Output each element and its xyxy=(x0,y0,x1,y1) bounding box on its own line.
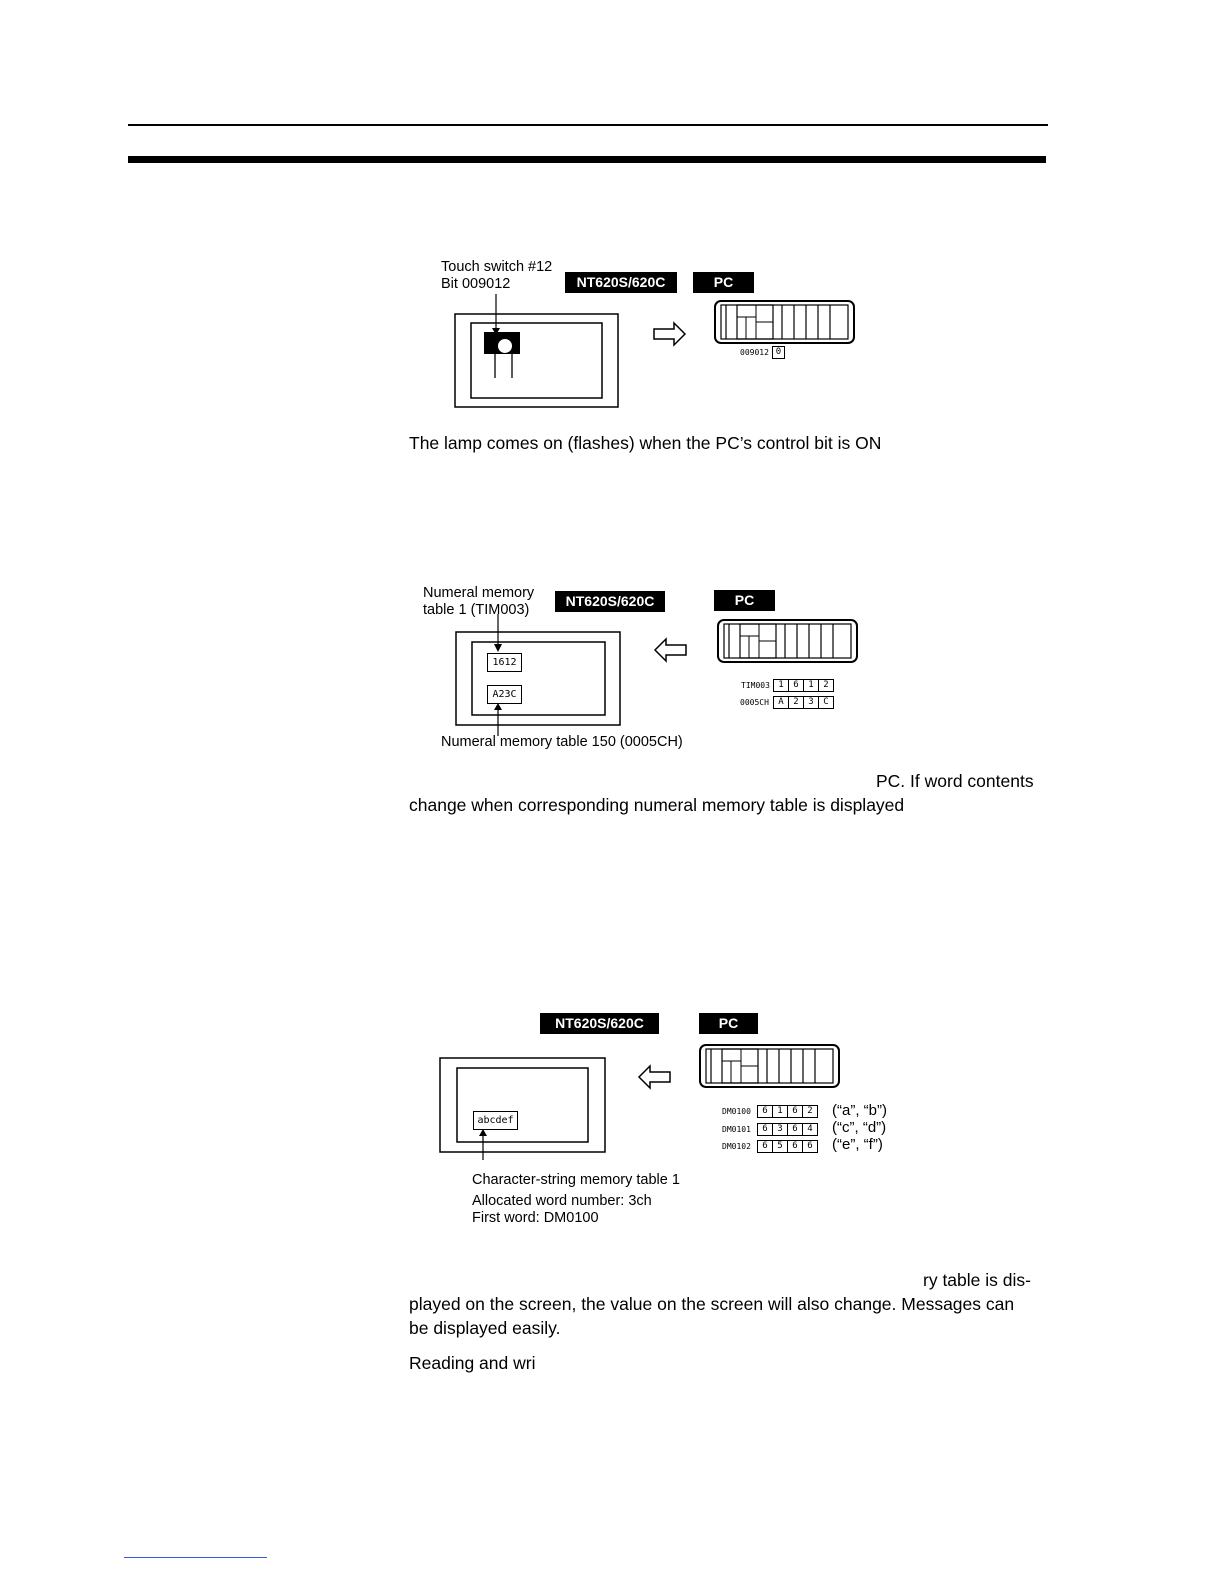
digit-cell: 6 xyxy=(757,1140,773,1153)
digit-cell: 2 xyxy=(819,679,834,692)
numeral-table-label-2: table 1 (TIM003) xyxy=(423,602,530,618)
pc-rack-icon xyxy=(718,620,857,662)
dm-row-address: DM0100 xyxy=(722,1107,751,1116)
word1-address: TIM003 xyxy=(741,681,770,690)
digit-cell: A xyxy=(773,696,789,709)
digit-cell: 6 xyxy=(789,679,804,692)
pc-tag: PC xyxy=(699,1013,758,1034)
diagram2-graphic xyxy=(430,612,880,742)
digit-cell: 1 xyxy=(804,679,819,692)
word2-digits xyxy=(773,696,834,709)
paragraph-reading: Reading and wri xyxy=(409,1353,536,1373)
dm-row-chars: (“c”, “d”) xyxy=(832,1119,887,1136)
diagram1-graphic xyxy=(430,290,880,415)
terminal-tag: NT620S/620C xyxy=(555,591,665,612)
dm-row-chars: (“e”, “f”) xyxy=(832,1136,883,1153)
header-rule-thin xyxy=(128,124,1048,126)
numeral-table-150-label: Numeral memory table 150 (0005CH) xyxy=(441,734,683,750)
pc-rack-icon xyxy=(715,301,854,343)
digit-cell: 6 xyxy=(788,1140,803,1153)
digit-cell: 3 xyxy=(804,696,819,709)
pc-rack-icon xyxy=(700,1045,839,1087)
char-table-caption-1: Character-string memory table 1 xyxy=(472,1172,680,1188)
word2-address: 0005CH xyxy=(740,698,769,707)
paragraph-numeral-line2: change when corresponding numeral memory table is displayed xyxy=(409,795,905,815)
digit-cell: 1 xyxy=(773,679,789,692)
screen-value-1612: 1612 xyxy=(487,653,522,672)
dm-row-chars: (“a”, “b”) xyxy=(832,1102,887,1119)
word1-digits xyxy=(773,679,834,692)
arrow-left-icon xyxy=(639,1066,670,1088)
digit-cell: 6 xyxy=(803,1140,818,1153)
arrow-right-icon xyxy=(654,323,685,345)
terminal-outer-frame xyxy=(440,1058,605,1152)
screen-value-a23c: A23C xyxy=(487,685,522,704)
arrow-left-icon xyxy=(655,639,686,661)
char-table-caption-3: First word: DM0100 xyxy=(472,1210,599,1226)
pc-tag: PC xyxy=(714,590,775,611)
footer-line xyxy=(124,1557,267,1558)
char-table-caption-2: Allocated word number: 3ch xyxy=(472,1193,652,1209)
paragraph-numeral-line1: PC. If word contents xyxy=(876,771,1034,791)
paragraph-char-line3: be displayed easily. xyxy=(409,1318,561,1338)
digit-cell: 4 xyxy=(803,1123,818,1136)
dm-row-address: DM0102 xyxy=(722,1142,751,1151)
dm-row-digits xyxy=(757,1140,818,1153)
terminal-outer-frame xyxy=(456,632,620,725)
digit-cell: 3 xyxy=(773,1123,788,1136)
digit-cell: 6 xyxy=(757,1105,773,1118)
numeral-table-label-1: Numeral memory xyxy=(423,585,535,601)
paragraph-lamp: The lamp comes on (flashes) when the PC’s control bit is ON xyxy=(409,433,882,453)
bit-address-label: Bit 009012 xyxy=(441,276,511,292)
bit-address-text: 009012 xyxy=(740,348,769,357)
screen-value-abcdef: abcdef xyxy=(473,1111,518,1130)
paragraph-char-line2: played on the screen, the value on the screen will also change. Messages can xyxy=(409,1294,1015,1314)
digit-cell: 2 xyxy=(789,696,804,709)
digit-cell: 6 xyxy=(757,1123,773,1136)
terminal-tag: NT620S/620C xyxy=(565,272,677,293)
digit-cell: 5 xyxy=(773,1140,788,1153)
dm-row-digits xyxy=(757,1105,818,1118)
digit-cell: C xyxy=(819,696,834,709)
digit-cell: 1 xyxy=(773,1105,788,1118)
bit-value-box: 0 xyxy=(772,346,785,359)
terminal-outer-frame xyxy=(455,314,618,407)
digit-cell: 6 xyxy=(788,1123,803,1136)
dm-row-digits xyxy=(757,1123,818,1136)
digit-cell: 6 xyxy=(788,1105,803,1118)
paragraph-char-line1: ry table is dis- xyxy=(923,1270,1031,1290)
header-rule-thick xyxy=(128,156,1046,163)
pc-tag: PC xyxy=(693,272,754,293)
terminal-screen xyxy=(457,1068,588,1142)
digit-cell: 2 xyxy=(803,1105,818,1118)
touch-switch-label: Touch switch #12 xyxy=(441,259,553,275)
dm-row-address: DM0101 xyxy=(722,1125,751,1134)
terminal-tag: NT620S/620C xyxy=(540,1013,659,1034)
